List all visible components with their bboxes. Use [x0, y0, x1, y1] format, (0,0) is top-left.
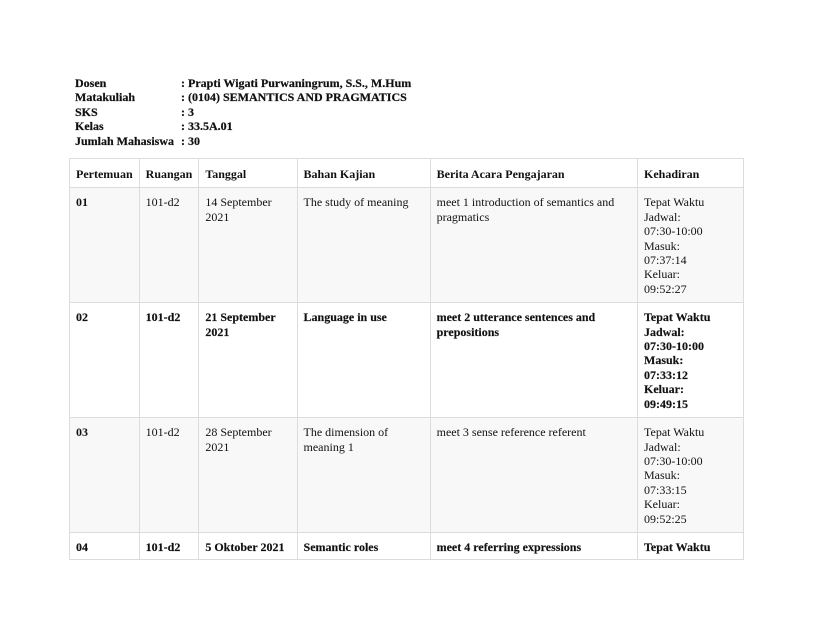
info-value: : 30 — [181, 134, 200, 148]
kehadiran-jadwal-value: 07:30-10:00 — [644, 224, 703, 239]
info-value: : 3 — [181, 105, 194, 119]
kehadiran-jadwal-label: Jadwal: — [644, 324, 685, 339]
cell-kehadiran — [638, 303, 744, 418]
table-header-row — [70, 159, 744, 188]
cell-ruangan: 101-d2 — [139, 188, 199, 303]
kehadiran-jadwal-label: Jadwal: — [644, 209, 681, 224]
kehadiran-keluar-value: 09:52:25 — [644, 511, 687, 526]
cell-bahan-kajian: Semantic roles — [297, 532, 430, 559]
info-row-kelas — [75, 119, 411, 133]
info-label: Dosen — [75, 76, 107, 90]
column-header-ruangan: Ruangan — [139, 159, 199, 188]
info-value: : 33.5A.01 — [181, 119, 233, 133]
info-row-jumlah-mahasiswa — [75, 134, 411, 148]
cell-tanggal: 5 Oktober 2021 — [199, 532, 297, 559]
course-info — [75, 76, 411, 148]
kehadiran-jadwal-value: 07:30-10:00 — [644, 339, 704, 354]
attendance-table — [69, 158, 744, 560]
column-header-kehadiran: Kehadiran — [638, 159, 744, 188]
table-row — [70, 303, 744, 418]
cell-berita-acara: meet 3 sense reference referent — [430, 418, 637, 533]
info-value: : (0104) SEMANTICS AND PRAGMATICS — [181, 90, 407, 104]
kehadiran-jadwal-value: 07:30-10:00 — [644, 453, 703, 468]
kehadiran-masuk-value: 07:37:14 — [644, 253, 687, 268]
cell-kehadiran — [638, 532, 744, 559]
kehadiran-status: Tepat Waktu — [644, 425, 705, 440]
kehadiran-masuk-label: Masuk: — [644, 353, 684, 368]
cell-bahan-kajian: Language in use — [297, 303, 430, 418]
cell-tanggal: 14 September 2021 — [199, 188, 297, 303]
cell-ruangan: 101-d2 — [139, 532, 199, 559]
cell-tanggal: 21 September 2021 — [199, 303, 297, 418]
kehadiran-keluar-value: 09:52:27 — [644, 281, 687, 296]
kehadiran-status: Tepat Waktu — [644, 195, 705, 210]
cell-pertemuan: 04 — [70, 532, 140, 559]
cell-bahan-kajian: The study of meaning — [297, 188, 430, 303]
kehadiran-masuk-value: 07:33:15 — [644, 482, 687, 497]
cell-ruangan: 101-d2 — [139, 418, 199, 533]
cell-pertemuan: 01 — [70, 188, 140, 303]
column-header-tanggal: Tanggal — [199, 159, 297, 188]
info-row-sks — [75, 105, 411, 119]
cell-berita-acara: meet 2 utterance sentences and prepositions — [430, 303, 637, 418]
table-row — [70, 418, 744, 533]
info-row-matakuliah — [75, 90, 411, 104]
cell-bahan-kajian: The dimension of meaning 1 — [297, 418, 430, 533]
info-label: Jumlah Mahasiswa — [75, 133, 175, 148]
table-row — [70, 532, 744, 559]
kehadiran-masuk-value: 07:33:12 — [644, 367, 688, 382]
cell-kehadiran — [638, 418, 744, 533]
kehadiran-keluar-label: Keluar: — [644, 382, 684, 397]
kehadiran-status: Tepat Waktu — [644, 310, 711, 325]
kehadiran-jadwal-label: Jadwal: — [644, 439, 681, 454]
cell-kehadiran — [638, 188, 744, 303]
kehadiran-masuk-label: Masuk: — [644, 468, 680, 483]
info-label: Matakuliah — [75, 90, 136, 105]
table-row — [70, 188, 744, 303]
column-header-bahan-kajian: Bahan Kajian — [297, 159, 430, 188]
column-header-pertemuan: Pertemuan — [70, 159, 140, 188]
kehadiran-status: Tepat Waktu — [644, 539, 711, 554]
info-label: Kelas — [75, 119, 104, 134]
kehadiran-keluar-value: 09:49:15 — [644, 396, 688, 411]
cell-pertemuan: 02 — [70, 303, 140, 418]
kehadiran-keluar-label: Keluar: — [644, 267, 680, 282]
cell-pertemuan: 03 — [70, 418, 140, 533]
kehadiran-keluar-label: Keluar: — [644, 497, 680, 512]
cell-berita-acara: meet 4 referring expressions — [430, 532, 637, 559]
info-row-dosen — [75, 76, 411, 90]
kehadiran-masuk-label: Masuk: — [644, 238, 680, 253]
info-value: : Prapti Wigati Purwaningrum, S.S., M.Hum — [181, 76, 411, 90]
cell-tanggal: 28 September 2021 — [199, 418, 297, 533]
cell-berita-acara: meet 1 introduction of semantics and pragmatics — [430, 188, 637, 303]
cell-ruangan: 101-d2 — [139, 303, 199, 418]
column-header-berita-acara: Berita Acara Pengajaran — [430, 159, 637, 188]
info-label: SKS — [75, 104, 98, 119]
